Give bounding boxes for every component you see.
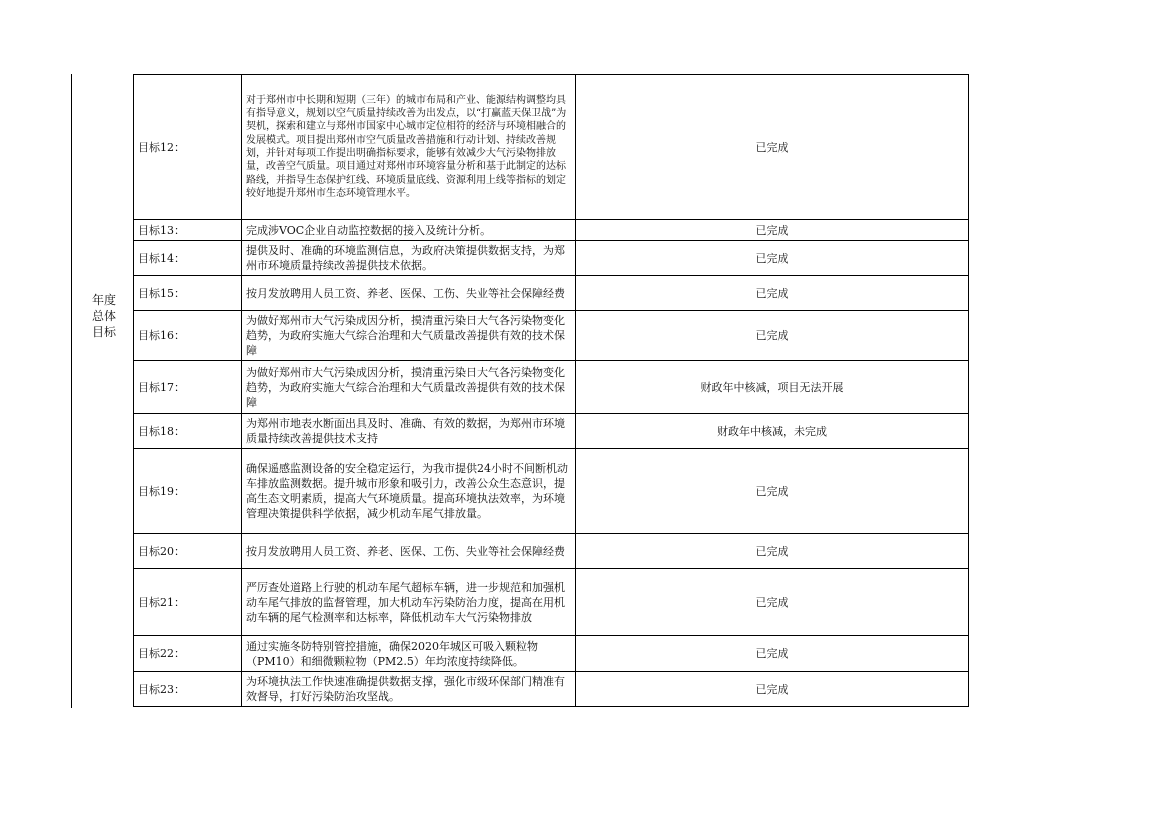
table-row (134, 276, 969, 311)
goal-name: 目标17： (134, 361, 242, 414)
left-border-line (71, 74, 72, 708)
goal-name: 目标14： (134, 241, 242, 276)
goal-name: 目标19： (134, 449, 242, 534)
goals-table (133, 74, 969, 707)
goal-status: 已完成 (576, 672, 969, 707)
goal-name: 目标21： (134, 569, 242, 636)
goal-name: 目标18： (134, 414, 242, 449)
table-row (134, 220, 969, 241)
group-label-annual-goals: 年度 总体 目标 (91, 293, 116, 339)
goal-description: 通过实施冬防特别管控措施，确保2020年城区可吸入颗粒物（PM10）和细微颗粒物（PM2.5）年均浓度持续降低。 (242, 636, 576, 672)
table-row (134, 241, 969, 276)
table-row (134, 636, 969, 672)
goal-status: 已完成 (576, 220, 969, 241)
goal-name: 目标22： (134, 636, 242, 672)
goal-name: 目标23： (134, 672, 242, 707)
table-row (134, 75, 969, 220)
table-row (134, 569, 969, 636)
table-row (134, 449, 969, 534)
goal-name: 目标16： (134, 311, 242, 361)
table-row (134, 672, 969, 707)
goal-status: 已完成 (576, 636, 969, 672)
goal-name: 目标20： (134, 534, 242, 569)
goal-description: 为做好郑州市大气污染成因分析，摸清重污染日大气各污染物变化趋势，为政府实施大气综合治理和大气质量改善提供有效的技术保障 (242, 361, 576, 414)
goal-name: 目标15： (134, 276, 242, 311)
goal-description: 为郑州市地表水断面出具及时、准确、有效的数据，为郑州市环境质量持续改善提供技术支持 (242, 414, 576, 449)
goal-status: 已完成 (576, 449, 969, 534)
goal-name: 目标13： (134, 220, 242, 241)
goal-status: 财政年中核减，未完成 (576, 414, 969, 449)
goal-description: 对于郑州市中长期和短期（三年）的城市布局和产业、能源结构调整均具有指导意义，规划以空气质量持续改善为出发点，以“打赢蓝天保卫战”为契机，探索和建立与郑州市国家中心城市定位相符的经济与环境相融合的发展模式。项目提出郑州市空气质量改善措施和行动计划、持续改善规划，并针对每项工作提出明确指标要求，能够有效减少大气污染物排放量，改善空气质量。项目通过对郑州市环境容量分析和基于此制定的达标路线，并指导生态保护红线、环境质量底线、资源利用上线等指标的划定较好地提升郑州市生态环境管理水平。 (242, 75, 576, 220)
goal-status: 已完成 (576, 276, 969, 311)
goal-status: 已完成 (576, 534, 969, 569)
goal-description: 严厉查处道路上行驶的机动车尾气超标车辆，进一步规范和加强机动车尾气排放的监督管理，加大机动车污染防治力度，提高在用机动车辆的尾气检测率和达标率，降低机动车大气污染物排放 (242, 569, 576, 636)
goal-status: 已完成 (576, 75, 969, 220)
goal-status: 已完成 (576, 311, 969, 361)
goal-description: 按月发放聘用人员工资、养老、医保、工伤、失业等社会保障经费 (242, 276, 576, 311)
table-row (134, 361, 969, 414)
goal-status: 财政年中核减，项目无法开展 (576, 361, 969, 414)
goal-status: 已完成 (576, 241, 969, 276)
goal-description: 按月发放聘用人员工资、养老、医保、工伤、失业等社会保障经费 (242, 534, 576, 569)
goal-status: 已完成 (576, 569, 969, 636)
goal-description: 为做好郑州市大气污染成因分析，摸清重污染日大气各污染物变化趋势，为政府实施大气综合治理和大气质量改善提供有效的技术保障 (242, 311, 576, 361)
table-row (134, 311, 969, 361)
table-row (134, 414, 969, 449)
goal-description: 完成涉VOC企业自动监控数据的接入及统计分析。 (242, 220, 576, 241)
goal-description: 为环境执法工作快速准确提供数据支撑，强化市级环保部门精准有效督导，打好污染防治攻坚战。 (242, 672, 576, 707)
goal-description: 提供及时、准确的环境监测信息，为政府决策提供数据支持，为郑州市环境质量持续改善提供技术依据。 (242, 241, 576, 276)
goal-description: 确保遥感监测设备的安全稳定运行，为我市提供24小时不间断机动车排放监测数据。提升城市形象和吸引力，改善公众生态意识，提高生态文明素质，提高大气环境质量。提高环境执法效率，为环境管理决策提供科学依据，减少机动车尾气排放量。 (242, 449, 576, 534)
goal-name: 目标12： (134, 75, 242, 220)
table-row (134, 534, 969, 569)
